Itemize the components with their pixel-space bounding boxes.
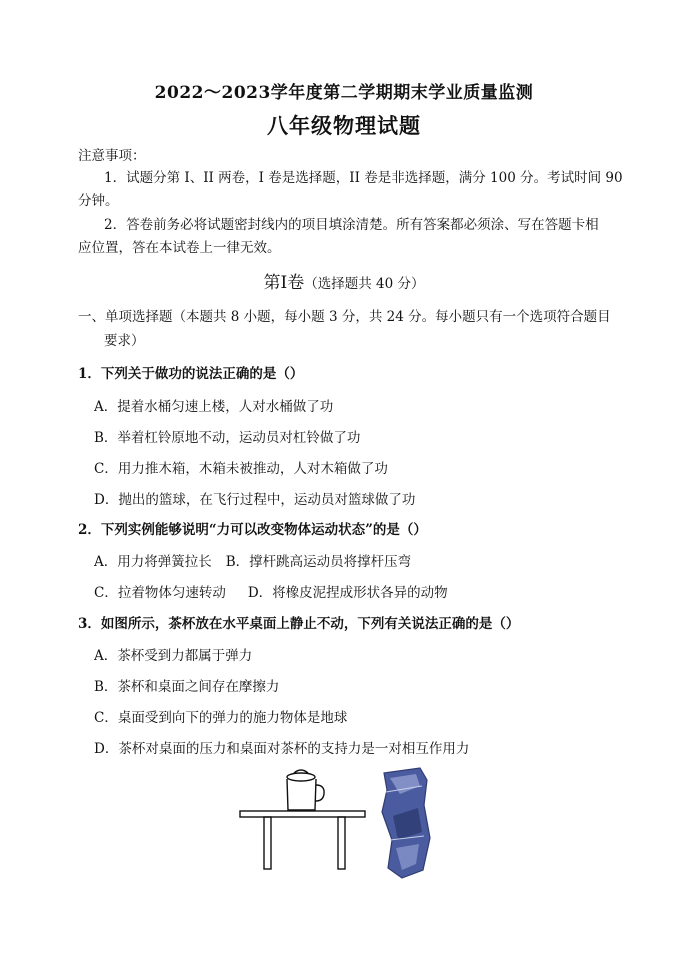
question-1-option-c: C．用力推木箱，木箱未被推动，人对木箱做了功	[94, 461, 388, 477]
crushed-can-illustration	[382, 768, 430, 878]
exam-title: 2022～2023学年度第二学期期末学业质量监测	[154, 83, 534, 103]
notes-heading: 注意事项：	[78, 148, 146, 164]
section-title	[0, 268, 688, 293]
note-1-line-1: 1．试题分第 I、II 两卷，I 卷是选择题，II 卷是非选择题，满分 100 分。考试时间 90	[104, 170, 623, 186]
section-title-sub: （选择题共 40 分）	[304, 276, 425, 292]
question-2-option-d: D．将橡皮泥捏成形状各异的动物	[247, 585, 448, 601]
part-instructions-line-1: 一、单项选择题（本题共 8 小题，每小题 3 分，共 24 分。每小题只有一个选项符合题目	[78, 309, 611, 325]
question-3-figure	[230, 760, 460, 885]
question-2-option-a: A．用力将弹簧拉长	[94, 554, 212, 570]
section-title-main: 第Ⅰ卷	[263, 273, 305, 293]
exam-subtitle: 八年级物理试题	[267, 113, 421, 138]
question-1-option-d: D．抛出的篮球，在飞行过程中，运动员对篮球做了功	[94, 492, 416, 508]
table-illustration	[240, 811, 365, 869]
note-2-line-1: 2．答卷前务必将试题密封线内的项目填涂清楚。所有答案都必须涂、写在答题卡相	[104, 217, 599, 233]
question-2-option-b: B．撑杆跳高运动员将撑杆压弯	[225, 554, 412, 570]
question-2-option-c: C．拉着物体匀速转动	[94, 585, 226, 601]
question-3-option-a: A．茶杯受到力都属于弹力	[94, 648, 253, 664]
part-instructions-line-2: 要求）	[104, 333, 145, 349]
tea-cup-illustration	[287, 770, 324, 810]
note-2-line-2: 应位置，答在本试卷上一律无效。	[78, 240, 281, 256]
question-2-options-ab	[94, 550, 411, 570]
question-1-option-b: B．举着杠铃原地不动，运动员对杠铃做了功	[94, 430, 361, 446]
question-3-option-d: D．茶杯对桌面的压力和桌面对茶杯的支持力是一对相互作用力	[94, 741, 470, 757]
question-3-stem: 3．如图所示，茶杯放在水平桌面上静止不动，下列有关说法正确的是（）	[78, 616, 520, 632]
question-1-option-a: A．提着水桶匀速上楼，人对水桶做了功	[94, 399, 334, 415]
question-2-stem: 2．下列实例能够说明“力可以改变物体运动状态”的是（）	[78, 522, 427, 538]
question-3-option-b: B．茶杯和桌面之间存在摩擦力	[94, 679, 280, 695]
question-3-option-c: C．桌面受到向下的弹力的施力物体是地球	[94, 710, 348, 726]
note-1-line-2: 分钟。	[78, 193, 119, 209]
question-1-stem: 1．下列关于做功的说法正确的是（）	[78, 366, 304, 382]
question-2-options-cd	[94, 581, 448, 601]
